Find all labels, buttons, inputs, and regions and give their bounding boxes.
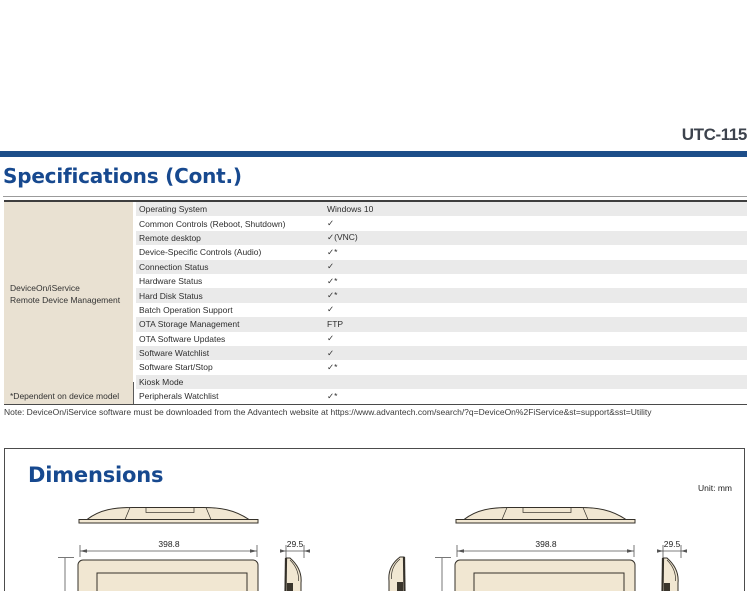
table-row bbox=[136, 346, 747, 360]
feature-cell: Software Watchlist bbox=[139, 348, 210, 359]
table-row bbox=[136, 202, 747, 216]
table-row bbox=[136, 274, 747, 288]
value-cell: ✓* bbox=[327, 361, 338, 372]
feature-cell: OTA Software Updates bbox=[139, 333, 226, 344]
table-row bbox=[136, 389, 747, 403]
spec-rows bbox=[136, 202, 747, 404]
front-view-drawing bbox=[78, 560, 258, 591]
value-cell: Windows 10 bbox=[327, 204, 374, 215]
feature-cell: Kiosk Mode bbox=[139, 376, 184, 387]
table-row bbox=[136, 375, 747, 389]
depth-dimension bbox=[280, 539, 310, 558]
category-footnote: *Dependent on device model bbox=[10, 391, 120, 401]
feature-cell: Remote desktop bbox=[139, 232, 201, 243]
height-dimension bbox=[435, 558, 451, 591]
table-note: Note: DeviceOn/iService software must be downloaded from the Advantech website at https://www.advantech.com/search/?q=DeviceOn%2FiService&st=support&sst=Utility bbox=[4, 407, 652, 417]
feature-cell: Software Start/Stop bbox=[139, 362, 213, 373]
width-dimension-label: 398.8 bbox=[158, 539, 180, 549]
depth-dimension-label: 29.5 bbox=[663, 539, 681, 549]
side-view-drawing bbox=[662, 558, 678, 591]
feature-cell: OTA Storage Management bbox=[139, 319, 240, 330]
table-row bbox=[136, 260, 747, 274]
header-rule bbox=[0, 151, 747, 157]
value-cell: ✓* bbox=[327, 390, 338, 401]
feature-cell: Peripherals Watchlist bbox=[139, 391, 219, 402]
top-view-drawing bbox=[79, 508, 258, 524]
front-view-drawing bbox=[455, 560, 635, 591]
unit-label: Unit: mm bbox=[698, 483, 732, 493]
width-dimension-label: 398.8 bbox=[535, 539, 557, 549]
specifications-title: Specifications (Cont.) bbox=[3, 164, 242, 188]
category-cell bbox=[4, 202, 133, 404]
value-cell: ✓* bbox=[327, 246, 338, 257]
table-row bbox=[136, 332, 747, 346]
specifications-table bbox=[4, 200, 747, 405]
value-cell: ✓ bbox=[327, 218, 335, 229]
value-cell: ✓* bbox=[327, 275, 338, 286]
value-cell: ✓ bbox=[327, 261, 335, 272]
width-dimension bbox=[80, 539, 257, 557]
height-dimension bbox=[58, 558, 74, 591]
feature-cell: Batch Operation Support bbox=[139, 304, 233, 315]
table-row bbox=[136, 231, 747, 245]
product-model: UTC-115 bbox=[681, 125, 747, 144]
table-row bbox=[136, 317, 747, 331]
category-line2: Remote Device Management bbox=[10, 294, 121, 305]
feature-cell: Operating System bbox=[139, 204, 208, 215]
drawing-group-left bbox=[52, 500, 318, 591]
table-row bbox=[136, 216, 747, 230]
depth-dimension bbox=[657, 539, 687, 558]
table-row bbox=[136, 303, 747, 317]
depth-dimension-label: 29.5 bbox=[286, 539, 304, 549]
category-line1: DeviceOn/iService bbox=[10, 283, 80, 293]
value-cell: ✓(VNC) bbox=[327, 232, 358, 243]
value-cell: ✓ bbox=[327, 333, 335, 344]
side-view-drawing-mirrored bbox=[383, 556, 409, 591]
table-row bbox=[136, 288, 747, 302]
dimensions-title: Dimensions bbox=[28, 463, 164, 487]
feature-cell: Common Controls (Reboot, Shutdown) bbox=[139, 218, 286, 229]
dimensions-section bbox=[4, 448, 745, 591]
top-view-drawing bbox=[456, 508, 635, 524]
value-cell: ✓* bbox=[327, 290, 338, 301]
value-cell: ✓ bbox=[327, 304, 335, 315]
category-label bbox=[10, 283, 120, 306]
width-dimension bbox=[457, 539, 634, 557]
column-divider bbox=[133, 382, 134, 404]
table-row bbox=[136, 245, 747, 259]
feature-cell: Connection Status bbox=[139, 261, 209, 272]
drawing-group-right bbox=[429, 500, 695, 591]
value-cell: ✓ bbox=[327, 347, 335, 358]
feature-cell: Device-Specific Controls (Audio) bbox=[139, 247, 262, 258]
value-cell: FTP bbox=[327, 319, 344, 330]
side-view-drawing bbox=[285, 558, 301, 591]
feature-cell: Hard Disk Status bbox=[139, 290, 203, 301]
title-underline bbox=[3, 196, 747, 197]
feature-cell: Hardware Status bbox=[139, 276, 203, 287]
table-row bbox=[136, 360, 747, 374]
